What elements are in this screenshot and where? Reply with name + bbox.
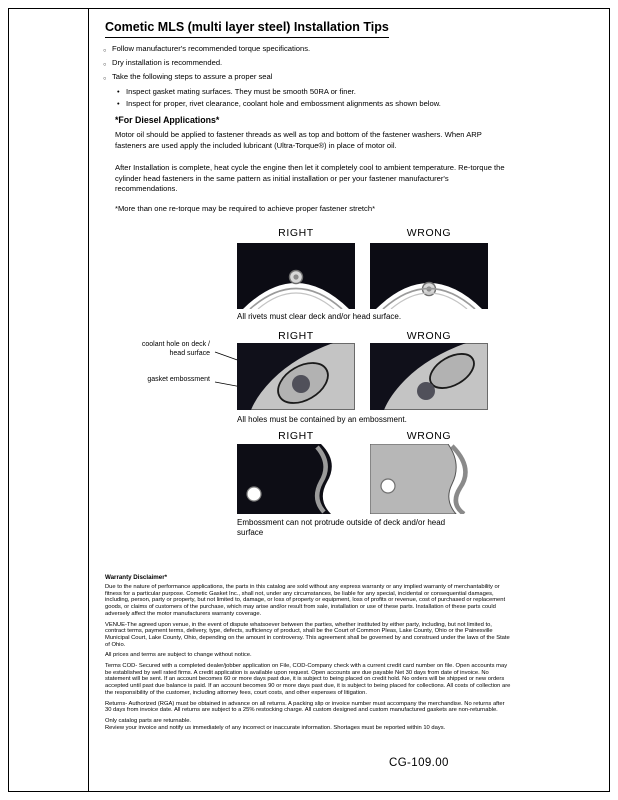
list-sub-item: [117, 87, 441, 96]
diagram-embossment-right-image: [237, 343, 355, 410]
right-label-row2: RIGHT: [278, 330, 314, 342]
diesel-paragraph-2: After Installation is complete, heat cycle the engine then let it completely cool to ambient temperature. Re-torque the cylinder head fasteners in the same pattern as initial installation or per your fastener manufacturer's recommendations.: [115, 163, 505, 193]
coolant-hole-annotation: coolant hole on deck / head surface: [141, 341, 210, 357]
diagram-embossment-wrong-image: [370, 343, 488, 410]
page-title: Cometic MLS (multi layer steel) Installation Tips: [105, 20, 389, 38]
warranty-section: [105, 574, 511, 731]
dot-bullet-icon: [117, 87, 126, 96]
diesel-note: *More than one re-torque may be required to achieve proper fastener stretch*: [115, 204, 376, 213]
diagram-caption-rivets: All rivets must clear deck and/or head surface.: [237, 312, 402, 321]
diagram-rivet-right-image: [237, 243, 355, 309]
diesel-applications-heading: *For Diesel Applications*: [115, 115, 220, 125]
list-item-text: Take the following steps to assure a proper seal: [112, 72, 273, 82]
diagram-rivet-wrong-image: [370, 243, 488, 309]
wrong-label-row2: WRONG: [406, 330, 452, 342]
warranty-paragraph: All prices and terms are subject to change without notice.: [105, 652, 252, 659]
warranty-paragraph: Returns- Authorized (RGA) must be obtained in advance on all returns. A packing slip or invoice number must accompany the merchandise. No returns after 30 days from invoice date. All returns are subject to a 25% restocking charge. All custom designed and custom manufactured gaskets are non-returnable.: [105, 700, 505, 714]
page-border-left-rule: [88, 8, 89, 792]
circle-bullet-icon: [103, 72, 112, 83]
list-item: [103, 58, 441, 69]
list-sub-item: [117, 99, 441, 108]
list-item: [103, 72, 441, 83]
warranty-heading: Warranty Disclaimer*: [105, 574, 168, 581]
diagram-caption-protrusion: Embossment can not protrude outside of deck and/or head surface: [237, 518, 446, 537]
diagram-caption-holes: All holes must be contained by an embossment.: [237, 415, 407, 424]
right-label-row1: RIGHT: [278, 227, 314, 239]
list-item: [103, 44, 441, 55]
diesel-paragraph-1: Motor oil should be applied to fastener threads as well as top and bottom of the fastener washers. When ARP fasteners are used apply the included lubricant (Ultra-Torque®) in place of motor oil.: [115, 130, 482, 150]
warranty-paragraph: Only catalog parts are returnable.: [105, 717, 192, 724]
gasket-embossment-annotation: gasket embossment: [147, 376, 210, 383]
list-item-text: Inspect gasket mating surfaces. They must be smooth 50RA or finer.: [126, 86, 356, 96]
install-tips-list: [103, 44, 441, 111]
warranty-paragraph: VENUE-The agreed upon venue, in the event of dispute whatsoever between the parties, whether instituted by either party, including, but not limited to, contract terms, payment terms, delivery, type, defects, sufficiency of product, shall be the Court of Common Pleas, Lake County, Ohio or the Painesville Municipal Court, Lake County, Ohio, depending on the amount in controversy. This agreement shall be governed by and construed under the laws of the State of Ohio.: [105, 621, 510, 648]
list-item-text: Follow manufacturer's recommended torque specifications.: [112, 44, 311, 53]
wrong-label-row3: WRONG: [406, 430, 452, 442]
wrong-label-row1: WRONG: [406, 227, 452, 239]
right-label-row3: RIGHT: [278, 430, 314, 442]
warranty-paragraph: Terms COD- Secured with a completed dealer/jobber application on File, COD-Company check with a current credit card number on file. Open accounts may be established by well rated firms. A credit application is available upon request. Open accounts are due payable Net 30 days from date of invoice. No statement will be sent. If an account becomes 60 or more days past due, it is subject to being placed on credit hold. No orders will be shipped or new orders accepted until past due balance is paid. If an account becomes 90 or more days past due, it is subject to being placed for collections. All costs of collection are the responsibility of the customer, including attorney fees, court costs, and other expenses of litigation.: [105, 663, 511, 696]
list-item-text: Dry installation is recommended.: [112, 58, 223, 68]
circle-bullet-icon: [103, 58, 112, 69]
diagram-protrusion-wrong-image: [370, 444, 488, 514]
warranty-paragraph: Review your invoice and notify us immediately of any incorrect or inaccurate information. Shortages must be reported within 10 days.: [105, 724, 446, 731]
diagram-protrusion-right-image: [237, 444, 355, 514]
warranty-paragraph: Due to the nature of performance applications, the parts in this catalog are sold without any express warranty or any implied warranty of merchantability or fitness for a particular purpose. Cometic Gasket Inc., shall not, under any circumstances, be liable for any special, incidental or consequential damages, including, person, party or property, but not limited to, damage, or loss of property or equipment, loss of profits or revenue, cost of purchased or replacement goods, or claims of customers of the purchase, which may arise and/or result from sale, installation or use of these parts. Installation of these parts could adversely affect the motor manufacturers warranty coverage.: [105, 584, 506, 617]
dot-bullet-icon: [117, 99, 126, 108]
list-item-text: Inspect for proper, rivet clearance, coolant hole and embossment alignments as shown below.: [126, 98, 441, 108]
circle-bullet-icon: [103, 44, 112, 55]
page-code: CG-109.00: [389, 757, 449, 769]
